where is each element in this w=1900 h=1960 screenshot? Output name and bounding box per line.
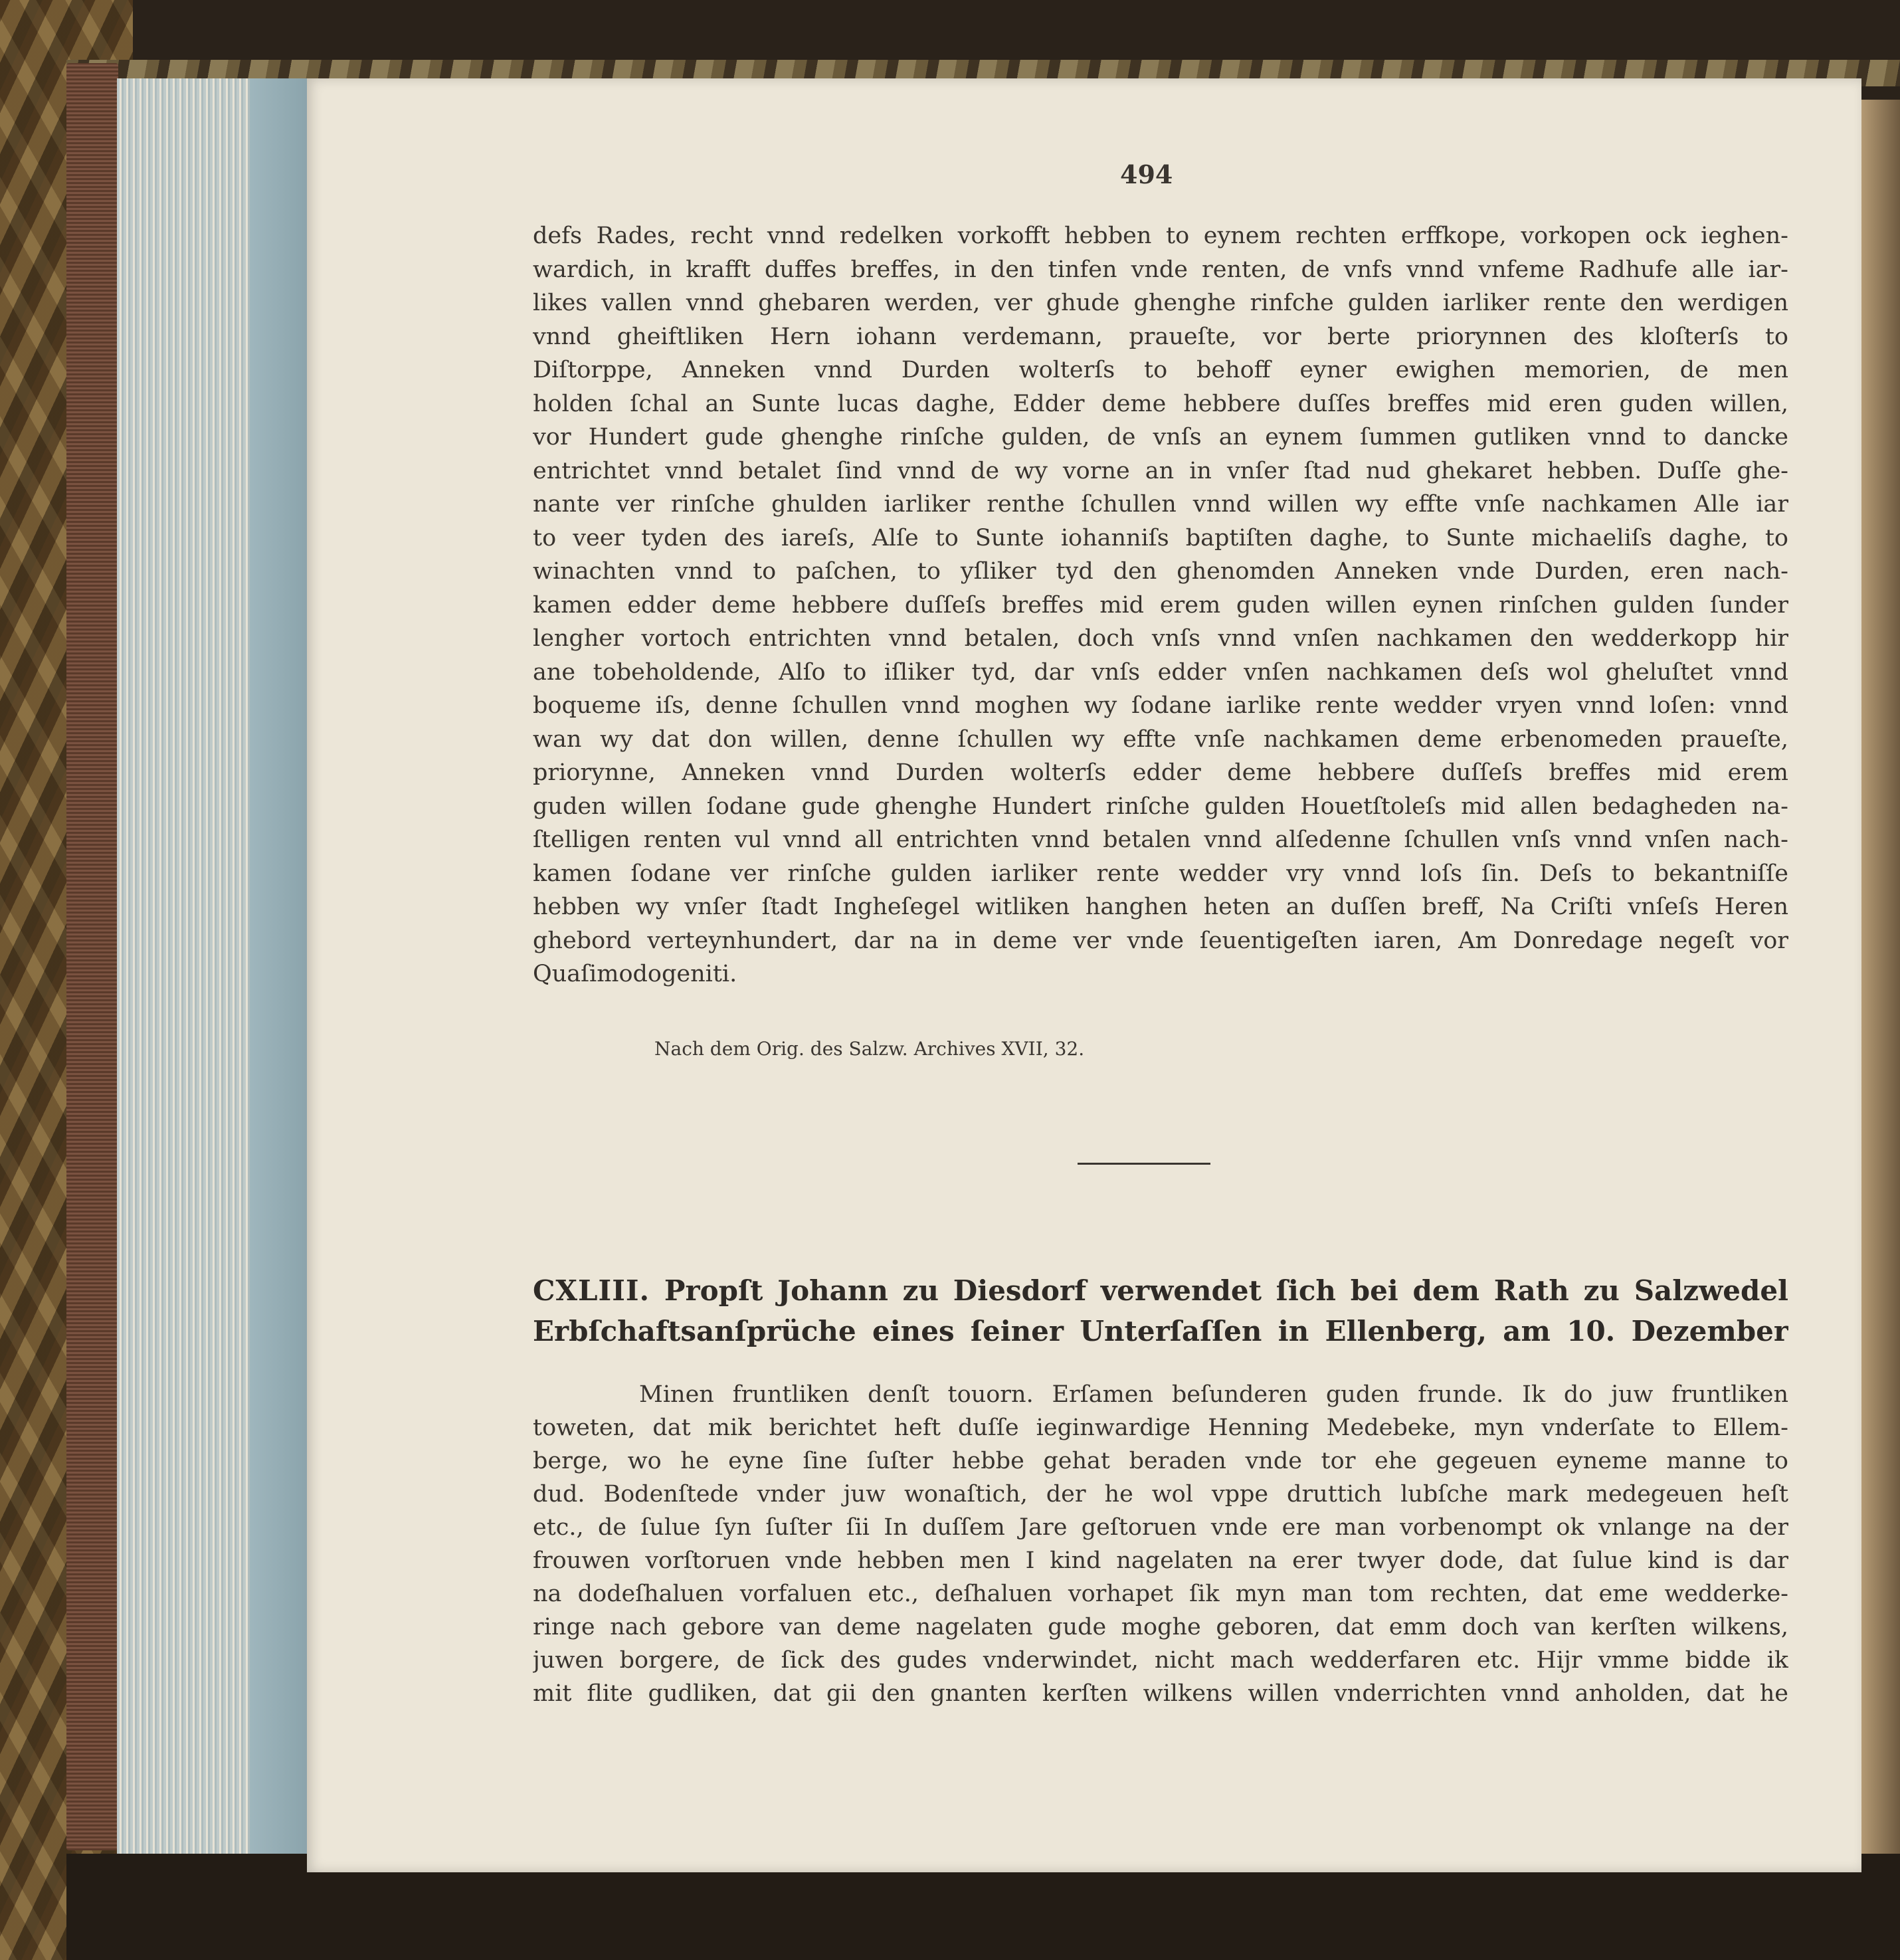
document-heading [533, 1270, 1788, 1351]
source-citation: Nach dem Orig. des Salzw. Archives XVII, 32. [654, 1038, 1085, 1060]
text-line: guden willen ſodane gude ghenghe Hundert rinſche gulden Houetſtoleſs mid allen bedagheden na- [533, 793, 1788, 820]
text-line: vor Hundert gude ghenghe rinſche gulden, de vnſs an eynem ſummen gutliken vnnd to dancke [533, 424, 1788, 450]
text-line: Minen fruntliken denſt touorn. Erſamen beſunderen guden frunde. Ik do juw fruntliken [639, 1381, 1788, 1408]
text-line: ringe nach gebore van deme nagelaten gude moghe geboren, dat emm doch van kerſten wilkens, [533, 1614, 1788, 1640]
text-line: likes vallen vnnd ghebaren werden, ver ghude ghenghe rinfche gulden iarliker rente den werdigen [533, 290, 1788, 316]
book-spine [66, 63, 118, 1850]
text-line: kamen edder deme hebbere duſſeſs breffes mid erem guden willen eynen rinſchen gulden ſunder [533, 591, 1788, 619]
text-line: dud. Bodenſtede vnder juw wonaſtich, der he wol vppe druttich lubſche mark medegeuen heſt [533, 1481, 1788, 1508]
text-line: wardich, in krafft duffes breffes, in den tinfen vnde renten, de vnfs vnnd vnfeme Radhufe alle iar- [533, 256, 1788, 283]
text-line: juwen borgere, de ſick des gudes vnderwindet, nicht mach wedderfaren etc. Hijr vmme bidde ik [533, 1647, 1788, 1674]
facing-page-edge [1861, 100, 1900, 1860]
text-line: etc., de ſulue ſyn ſuſter ſii In duſſem Jare geſtoruen vnde ere man vorbenompt ok vnlange na der [533, 1514, 1788, 1541]
text-line: ghebord verteynhundert, dar na in deme ver vnde ſeuentigeſten iaren, Am Donredage negeſt vor [533, 927, 1788, 954]
text-line: ſtelligen renten vul vnnd all entrichten vnnd betalen vnnd alſedenne ſchullen vnſs vnnd vnſen nach- [533, 827, 1788, 853]
letter-text [533, 1378, 1788, 1710]
charter-text [533, 219, 1788, 991]
text-line: kamen ſodane ver rinſche gulden iarliker rente wedder vry vnnd loſs ſin. Deſs to bekantniſſe [533, 860, 1788, 887]
page-number: 494 [1120, 159, 1173, 189]
page-stack-edge [117, 78, 310, 1866]
text-line-last: Quaſimodogeniti. [533, 961, 737, 987]
text-line: na dodeſhaluen vorfaluen etc., deſhaluen vorhapet ſik myn man tom rechten, dat eme wedderke- [533, 1581, 1788, 1607]
text-line: frouwen vorſtoruen vnde hebben men I kind nagelaten na erer twyer dode, dat ſulue kind is dar [533, 1547, 1788, 1574]
section-divider [1078, 1163, 1210, 1165]
text-line: winachten vnnd to paſchen, to yſliker tyd den ghenomden Anneken vnde Durden, eren nach- [533, 558, 1788, 585]
text-line: ane tobeholdende, Alſo to iſliker tyd, dar vnſs edder vnſen nachkamen deſs wol gheluſtet vnnd [533, 658, 1788, 686]
document-number: CXLIII. [533, 1274, 650, 1307]
heading-line-1 [533, 1270, 1788, 1311]
text-line: lengher vortoch entrichten vnnd betalen, doch vnſs vnnd vnſen nachkamen den wedderkopp hir [533, 625, 1788, 652]
heading-text-1: Propſt Johann zu Diesdorf verwendet ſich bei dem Rath zu Salzwedel [664, 1274, 1788, 1307]
text-line: priorynne, Anneken vnnd Durden wolterſs edder deme hebbere duſſeſs breffes mid erem [533, 759, 1788, 786]
text-line: entrichtet vnnd betalet ſind vnnd de wy vorne an in vnſer ſtad nud ghekaret hebben. Duſſe ghe- [533, 457, 1788, 484]
heading-line-2: Erbſchaftsanſprüche eines ſeiner Unterſaſſen in Ellenberg, am 10. Dezember [533, 1315, 1788, 1347]
text-line: holden ſchal an Sunte lucas daghe, Edder deme hebbere duſſes breffes mid eren guden willen, [533, 390, 1788, 417]
text-line: berge, wo he eyne ſine ſuſter hebbe gehat beraden vnde tor ehe gegeuen eyneme manne to [533, 1448, 1788, 1474]
text-line: to veer tyden des iareſs, Alſe to Sunte iohanniſs baptiſten daghe, to Sunte michaeliſs daghe, to [533, 524, 1788, 551]
text-line: wan wy dat don willen, denne ſchullen wy effte vnſe nachkamen deme erbenomeden praueſte, [533, 726, 1788, 753]
text-line: mit flite gudliken, dat gii den gnanten kerſten wilkens willen vnderrichten vnnd anholden, dat he [533, 1680, 1788, 1707]
text-line: nante ver rinſche ghulden iarliker renthe ſchullen vnnd willen wy effte vnſe nachkamen Alle iar [533, 491, 1788, 518]
text-line: defs Rades, recht vnnd redelken vorkofft hebben to eynem rechten erffkope, vorkopen ock ieghen- [533, 223, 1788, 249]
text-line: boqueme iſs, denne ſchullen vnnd moghen wy ſodane iarlike rente wedder vryen vnnd loſen: vnnd [533, 692, 1788, 719]
text-line: vnnd gheiftliken Hern iohann verdemann, praueſte, vor berte priorynnen des kloſterſs to [533, 323, 1788, 350]
text-line: Diſtorppe, Anneken vnnd Durden wolterſs to behoff eyner ewighen memorien, de men [533, 357, 1788, 383]
text-line: toweten, dat mik berichtet heft duſſe ieginwardige Henning Medebeke, myn vnderſate to Ellem- [533, 1415, 1788, 1441]
text-line: hebben wy vnſer ſtadt Ingheſegel witliken hanghen heten an duſſen breff, Na Criſti vnſeſs Heren [533, 894, 1788, 920]
